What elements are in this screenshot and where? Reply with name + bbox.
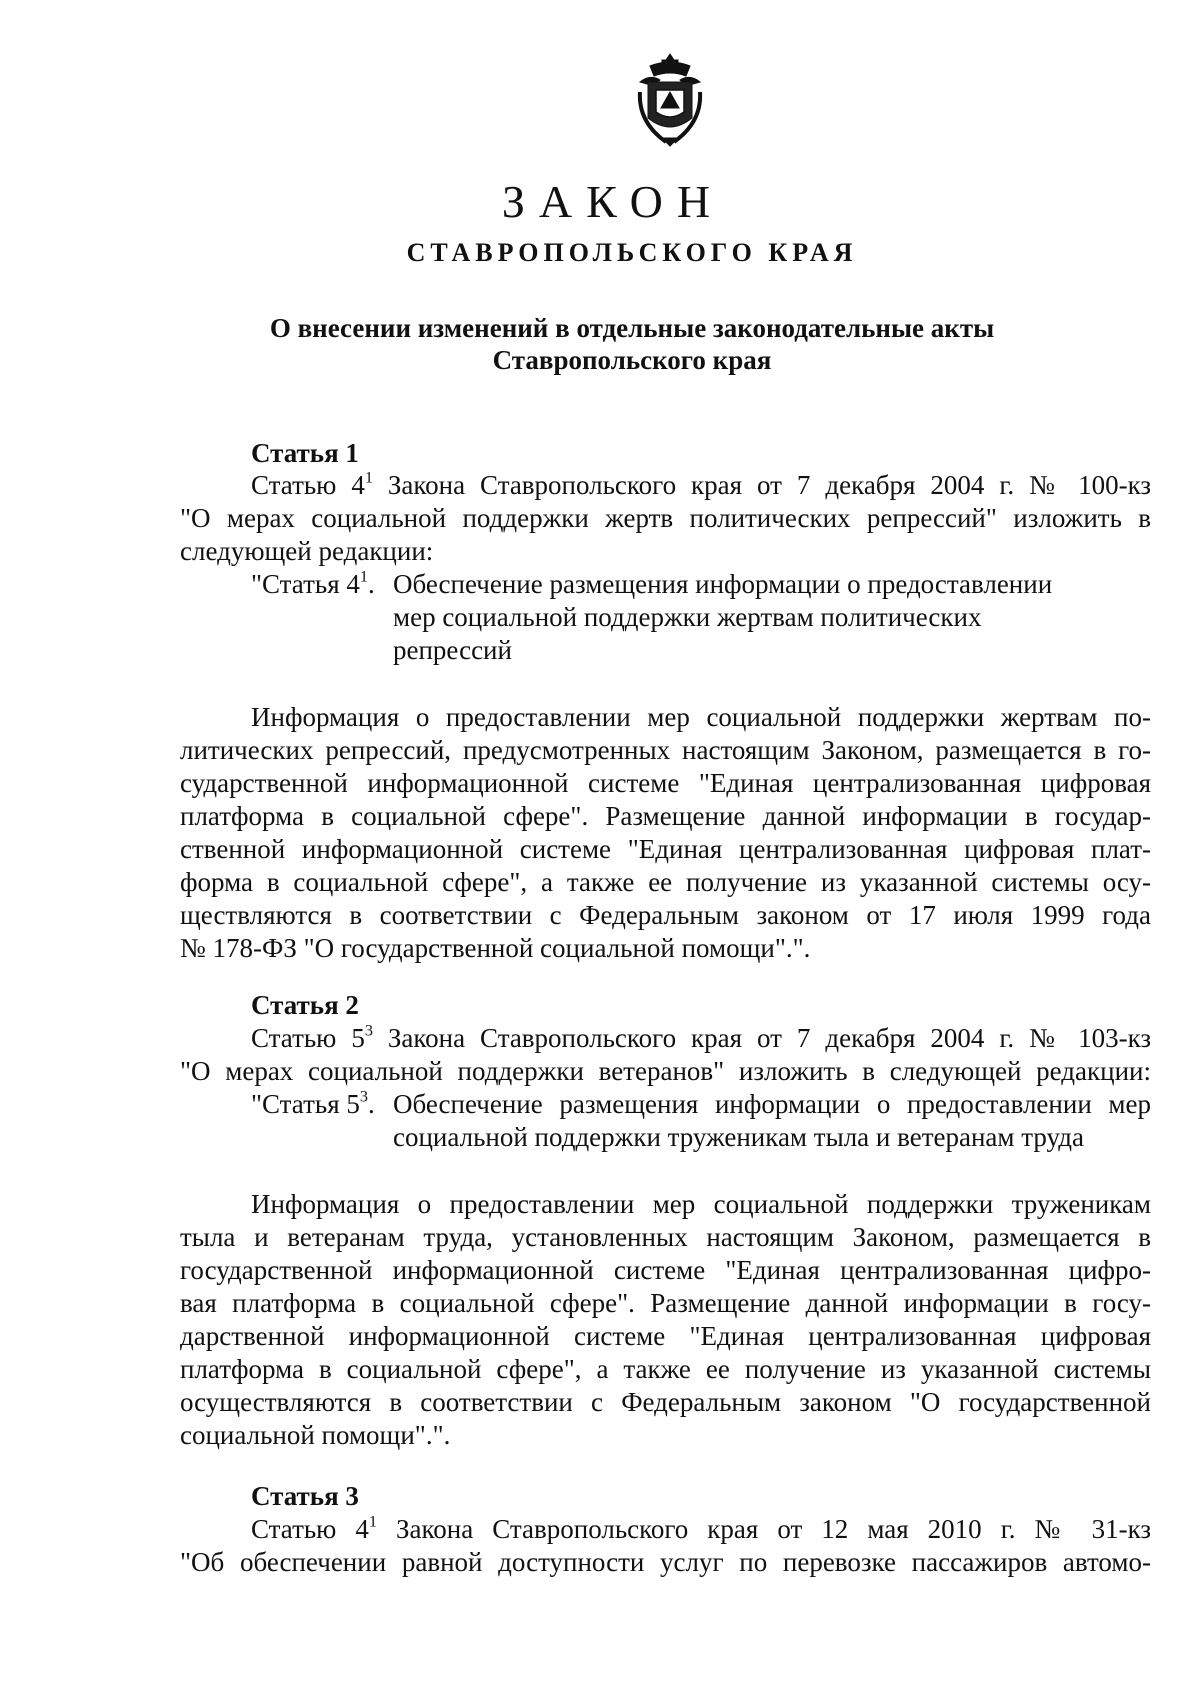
article-1-para-line: № 178-ФЗ "О государственной социальной помощи".". xyxy=(180,933,811,963)
article-2-para-line: тыла и ветеранам труда, установленных настоящим Законом, размещается в xyxy=(180,1222,1151,1252)
article-2-heading: Статья 2 xyxy=(251,990,359,1020)
article-2-para-line: Информация о предоставлении мер социальной поддержки труженикам xyxy=(251,1189,1151,1219)
article-2-para-line: социальной помощи".". xyxy=(180,1420,451,1450)
article-3-line-1: Статью $4^1$ Закона Ставропольского края от 12 мая 2010 г. № 31-кз xyxy=(251,1512,1151,1544)
article-1-quote-title-1: Обеспечение размещения информации о предоставлении xyxy=(393,569,1053,599)
article-1-quote-title-2: мер социальной поддержки жертвам политических xyxy=(393,602,982,632)
article-1-para-line: ственной информационной системе "Единая централизованная цифровая плат- xyxy=(180,834,1151,864)
article-1-quote-title-3: репрессий xyxy=(393,635,512,665)
article-2-para-line: платформа в социальной сфере", а также ее получение из указанной системы xyxy=(180,1354,1151,1384)
article-2-line-2: "О мерах социальной поддержки ветеранов" изложить в следующей редакции: xyxy=(180,1056,1151,1086)
region-name: СТАВРОПОЛЬСКОГО КРАЯ xyxy=(406,238,858,267)
law-title-line-1: О внесении изменений в отдельные законодательные акты xyxy=(269,313,995,343)
article-2-quote-title-2: социальной поддержки труженикам тыла и ветеранам труда xyxy=(393,1122,1085,1152)
article-1-line-2: "О мерах социальной поддержки жертв политических репрессий" изложить в xyxy=(180,503,1151,533)
article-1-para-line: Информация о предоставлении мер социальной поддержки жертвам по- xyxy=(251,702,1151,732)
article-2-line-1: Статью $5^3$ Закона Ставропольского края от 7 декабря 2004 г. № 103-кз xyxy=(251,1021,1151,1053)
article-2-quote-label: "Статья $5^3$. xyxy=(251,1087,375,1119)
article-2-para-line: государственной информационной системе "Единая централизованная цифро- xyxy=(180,1255,1151,1285)
article-1-para-line: форма в социальной сфере", а также ее получение из указанной системы осу- xyxy=(180,867,1151,897)
article-1-heading: Статья 1 xyxy=(251,438,359,468)
article-1-para-line: литических репрессий, предусмотренных настоящим Законом, размещается в го- xyxy=(180,735,1151,765)
article-1-para-line: платформа в социальной сфере". Размещение данной информации в государ- xyxy=(180,801,1151,831)
article-2-para-line: осуществляются в соответствии с Федеральным законом "О государственной xyxy=(180,1387,1151,1417)
article-3-line-2: "Об обеспечении равной доступности услуг по перевозке пассажиров автомо- xyxy=(180,1547,1151,1577)
article-2-quote-title-1: Обеспечение размещения информации о предоставлении мер xyxy=(393,1089,1151,1119)
article-1-line-3: следующей редакции: xyxy=(180,536,434,566)
article-1-line-1: Статью $4^1$ Закона Ставропольского края от 7 декабря 2004 г. № 100-кз xyxy=(251,468,1151,500)
article-2-para-line: вая платформа в социальной сфере". Размещение данной информации в госу- xyxy=(180,1288,1151,1318)
law-title-line-2: Ставропольского края xyxy=(492,345,772,375)
document-type: ЗАКОН xyxy=(501,176,725,227)
article-1-para-line: ществляются в соответствии с Федеральным законом от 17 июля 1999 года xyxy=(180,900,1151,930)
article-2-para-line: дарственной информационной системе "Единая централизованная цифровая xyxy=(180,1321,1151,1351)
article-1-quote-label: "Статья $4^1$. xyxy=(251,567,375,599)
article-1-para-line: сударственной информационной системе "Единая централизованная цифровая xyxy=(180,768,1151,798)
article-3-heading: Статья 3 xyxy=(251,1481,359,1511)
coat-of-arms-emblem xyxy=(636,52,704,148)
